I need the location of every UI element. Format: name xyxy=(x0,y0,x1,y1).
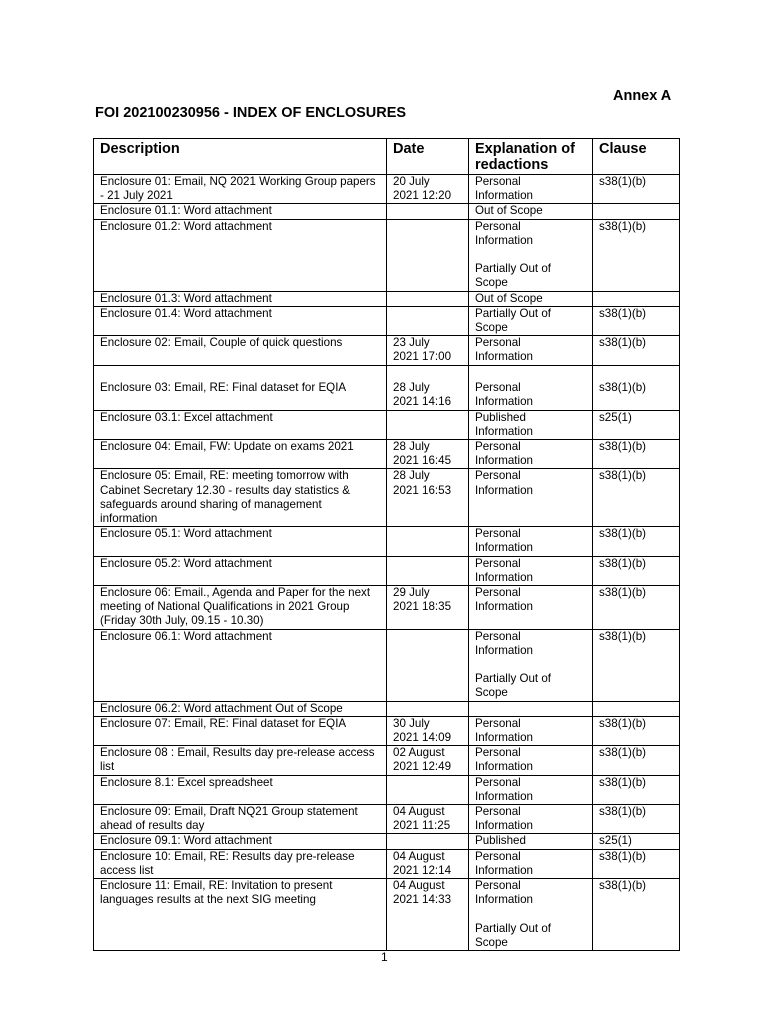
clause-cell: s38(1)(b) xyxy=(593,849,680,878)
explanation-cell: Personal Information xyxy=(469,746,593,775)
date-cell xyxy=(387,701,469,716)
table-row xyxy=(94,439,680,468)
explanation-cell: Personal Information xyxy=(469,556,593,585)
column-header-explanation: Explanation of redactions xyxy=(469,139,593,175)
date-cell: 28 July 2021 14:16 xyxy=(387,381,469,410)
table-row xyxy=(94,204,680,219)
clause-cell: s38(1)(b) xyxy=(593,306,680,335)
description-cell: Enclosure 03.1: Excel attachment xyxy=(94,410,387,439)
clause-cell xyxy=(593,365,680,381)
table-row xyxy=(94,410,680,439)
table-row xyxy=(94,527,680,556)
date-cell: 23 July 2021 17:00 xyxy=(387,336,469,365)
date-cell: 04 August 2021 12:14 xyxy=(387,849,469,878)
column-header-date: Date xyxy=(387,139,469,175)
description-cell: Enclosure 04: Email, FW: Update on exams 2021 xyxy=(94,439,387,468)
clause-cell: s38(1)(b) xyxy=(593,439,680,468)
date-cell: 30 July 2021 14:09 xyxy=(387,716,469,745)
description-cell: Enclosure 06.1: Word attachment xyxy=(94,629,387,701)
date-cell xyxy=(387,291,469,306)
explanation-cell xyxy=(469,365,593,381)
explanation-cell: Out of Scope xyxy=(469,291,593,306)
description-cell: Enclosure 06: Email., Agenda and Paper for the next meeting of National Qualifications in 2021 Group (Friday 30th July, 09.15 - 10.30) xyxy=(94,585,387,629)
explanation-cell: Personal Information xyxy=(469,336,593,365)
table-header-row xyxy=(94,139,680,175)
table-row xyxy=(94,849,680,878)
clause-cell: s38(1)(b) xyxy=(593,629,680,701)
date-cell xyxy=(387,219,469,291)
table-row xyxy=(94,716,680,745)
description-cell xyxy=(94,365,387,381)
date-cell: 04 August 2021 14:33 xyxy=(387,879,469,951)
explanation-cell: Published xyxy=(469,834,593,849)
date-cell: 20 July 2021 12:20 xyxy=(387,175,469,204)
description-cell: Enclosure 08 : Email, Results day pre-release access list xyxy=(94,746,387,775)
description-cell: Enclosure 01: Email, NQ 2021 Working Group papers - 21 July 2021 xyxy=(94,175,387,204)
column-header-description: Description xyxy=(94,139,387,175)
clause-cell: s25(1) xyxy=(593,834,680,849)
clause-cell: s38(1)(b) xyxy=(593,469,680,527)
explanation-cell: Personal Information xyxy=(469,439,593,468)
explanation-cell: Partially Out of Scope xyxy=(469,306,593,335)
description-cell: Enclosure 05: Email, RE: meeting tomorrow with Cabinet Secretary 12.30 - results day statistics & safeguards around sharing of management information xyxy=(94,469,387,527)
date-cell xyxy=(387,775,469,804)
description-cell: Enclosure 09.1: Word attachment xyxy=(94,834,387,849)
clause-cell: s38(1)(b) xyxy=(593,775,680,804)
table-row xyxy=(94,469,680,527)
clause-cell: s38(1)(b) xyxy=(593,585,680,629)
clause-cell xyxy=(593,291,680,306)
explanation-cell: Personal Information xyxy=(469,527,593,556)
date-cell xyxy=(387,629,469,701)
explanation-cell xyxy=(469,701,593,716)
table-row xyxy=(94,775,680,804)
table-row xyxy=(94,701,680,716)
clause-cell: s38(1)(b) xyxy=(593,879,680,951)
table-row xyxy=(94,879,680,951)
description-cell: Enclosure 01.3: Word attachment xyxy=(94,291,387,306)
description-cell: Enclosure 06.2: Word attachment Out of Scope xyxy=(94,701,387,716)
clause-cell: s38(1)(b) xyxy=(593,527,680,556)
table-row xyxy=(94,365,680,381)
table-row xyxy=(94,629,680,701)
explanation-cell: Personal Information xyxy=(469,716,593,745)
clause-cell: s38(1)(b) xyxy=(593,746,680,775)
clause-cell: s38(1)(b) xyxy=(593,381,680,410)
table-row xyxy=(94,306,680,335)
clause-cell: s38(1)(b) xyxy=(593,175,680,204)
date-cell xyxy=(387,204,469,219)
date-cell xyxy=(387,410,469,439)
table-row xyxy=(94,805,680,834)
date-cell: 04 August 2021 11:25 xyxy=(387,805,469,834)
explanation-cell: Personal Information xyxy=(469,175,593,204)
date-cell xyxy=(387,365,469,381)
enclosures-table xyxy=(93,138,680,951)
description-cell: Enclosure 10: Email, RE: Results day pre-release access list xyxy=(94,849,387,878)
clause-cell: s38(1)(b) xyxy=(593,336,680,365)
clause-cell: s25(1) xyxy=(593,410,680,439)
table-row xyxy=(94,585,680,629)
annex-label: Annex A xyxy=(613,88,672,104)
table-body xyxy=(94,175,680,951)
explanation-cell: Personal Information Partially Out of Scope xyxy=(469,219,593,291)
table-row xyxy=(94,556,680,585)
explanation-cell: Personal Information Partially Out of Scope xyxy=(469,879,593,951)
description-cell: Enclosure 01.4: Word attachment xyxy=(94,306,387,335)
explanation-cell: Published Information xyxy=(469,410,593,439)
date-cell: 28 July 2021 16:53 xyxy=(387,469,469,527)
clause-cell xyxy=(593,701,680,716)
description-cell: Enclosure 01.2: Word attachment xyxy=(94,219,387,291)
clause-cell xyxy=(593,204,680,219)
explanation-cell: Personal Information xyxy=(469,469,593,527)
table-row xyxy=(94,746,680,775)
table-row xyxy=(94,291,680,306)
page-number: 1 xyxy=(381,950,388,964)
explanation-cell: Personal Information xyxy=(469,849,593,878)
explanation-cell: Personal Information Partially Out of Scope xyxy=(469,629,593,701)
date-cell xyxy=(387,556,469,585)
description-cell: Enclosure 07: Email, RE: Final dataset for EQIA xyxy=(94,716,387,745)
clause-cell: s38(1)(b) xyxy=(593,556,680,585)
explanation-cell: Personal Information xyxy=(469,775,593,804)
table-row xyxy=(94,336,680,365)
table-row xyxy=(94,175,680,204)
clause-cell: s38(1)(b) xyxy=(593,805,680,834)
explanation-cell: Personal Information xyxy=(469,805,593,834)
date-cell xyxy=(387,527,469,556)
document-title: FOI 202100230956 - INDEX OF ENCLOSURES xyxy=(95,105,407,121)
table-row xyxy=(94,834,680,849)
description-cell: Enclosure 05.2: Word attachment xyxy=(94,556,387,585)
description-cell: Enclosure 02: Email, Couple of quick questions xyxy=(94,336,387,365)
table-row xyxy=(94,219,680,291)
explanation-cell: Personal Information xyxy=(469,381,593,410)
description-cell: Enclosure 05.1: Word attachment xyxy=(94,527,387,556)
description-cell: Enclosure 8.1: Excel spreadsheet xyxy=(94,775,387,804)
explanation-cell: Personal Information xyxy=(469,585,593,629)
description-cell: Enclosure 11: Email, RE: Invitation to present languages results at the next SIG meeting xyxy=(94,879,387,951)
date-cell: 28 July 2021 16:45 xyxy=(387,439,469,468)
date-cell xyxy=(387,834,469,849)
description-cell: Enclosure 03: Email, RE: Final dataset for EQIA xyxy=(94,381,387,410)
table-row xyxy=(94,381,680,410)
explanation-cell: Out of Scope xyxy=(469,204,593,219)
date-cell xyxy=(387,306,469,335)
clause-cell: s38(1)(b) xyxy=(593,219,680,291)
date-cell: 29 July 2021 18:35 xyxy=(387,585,469,629)
description-cell: Enclosure 09: Email, Draft NQ21 Group statement ahead of results day xyxy=(94,805,387,834)
column-header-clause: Clause xyxy=(593,139,680,175)
description-cell: Enclosure 01.1: Word attachment xyxy=(94,204,387,219)
date-cell: 02 August 2021 12:49 xyxy=(387,746,469,775)
clause-cell: s38(1)(b) xyxy=(593,716,680,745)
